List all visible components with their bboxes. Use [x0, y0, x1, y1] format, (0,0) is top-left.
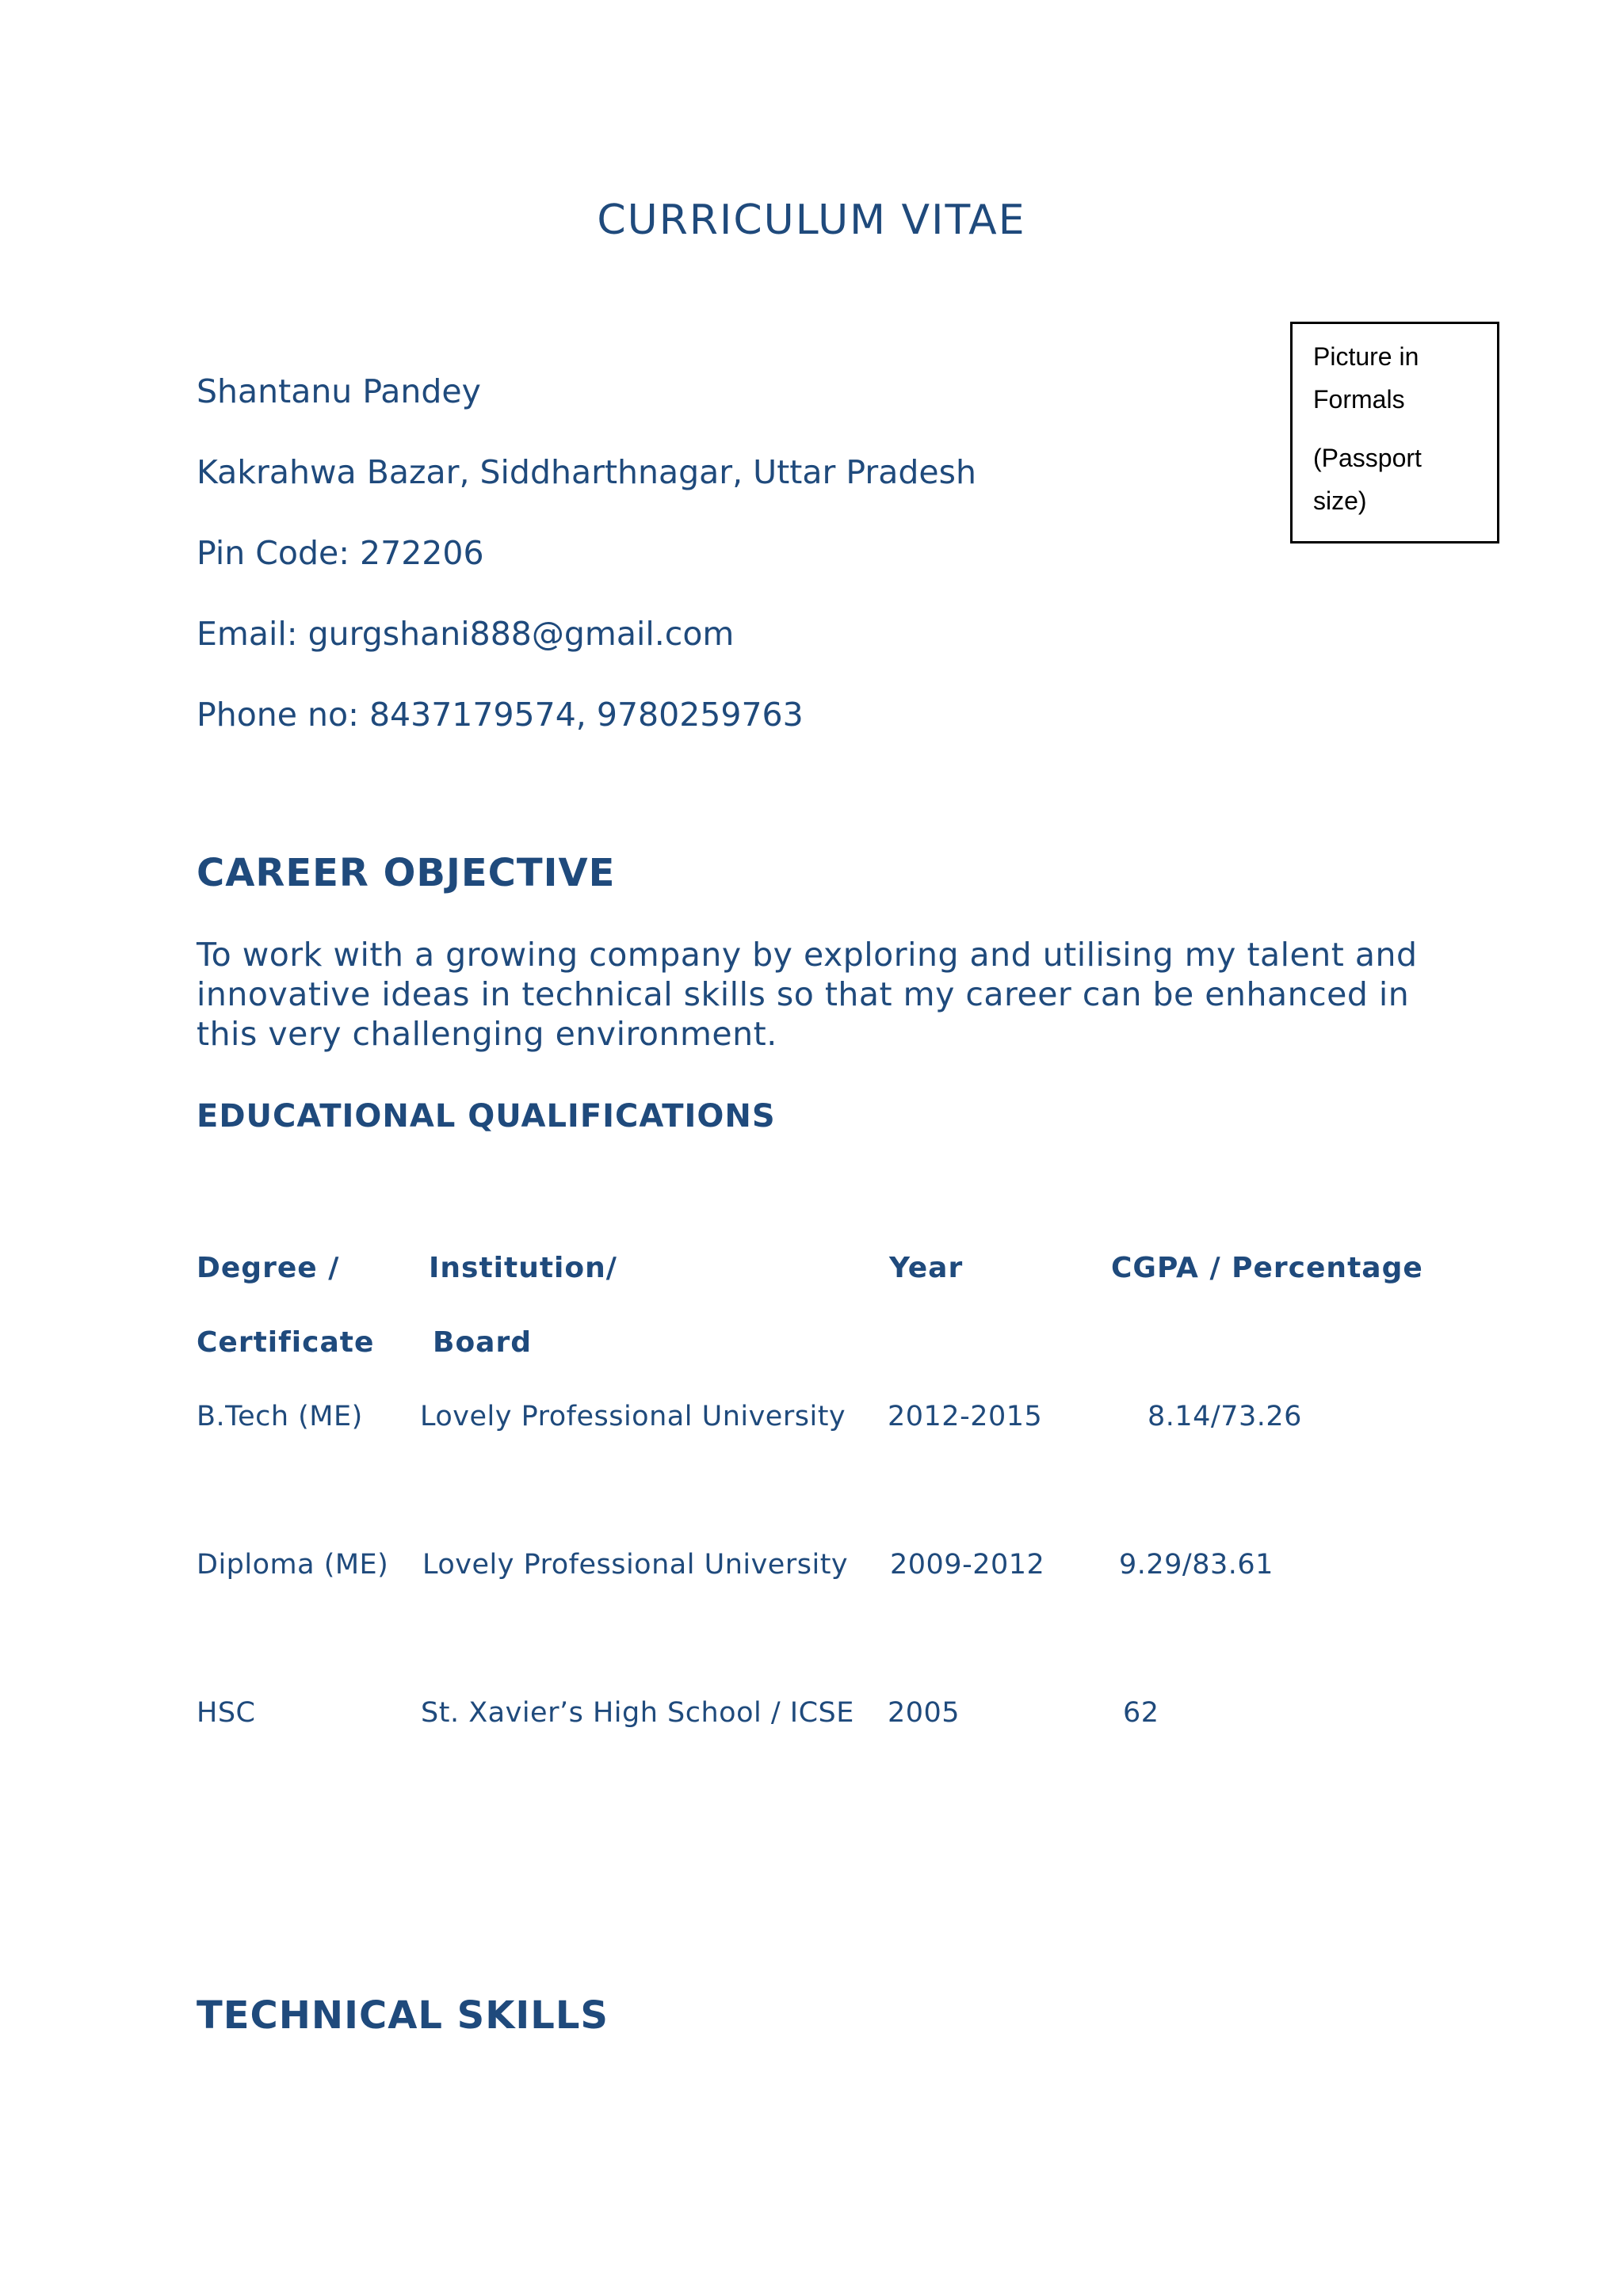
contact-pin: Pin Code: 272206: [197, 534, 484, 572]
photo-placeholder-line: (Passport: [1313, 444, 1422, 472]
table-cell-institution: St. Xavier’s High School / ICSE: [421, 1697, 854, 1729]
table-cell-year: 2012-2015: [888, 1401, 1043, 1432]
table-cell-score: 62: [1123, 1697, 1159, 1729]
photo-placeholder-line: Picture in: [1313, 342, 1419, 371]
table-cell-degree: HSC: [197, 1697, 256, 1729]
table-cell-score: 9.29/83.61: [1119, 1549, 1274, 1581]
table-header-institution: Institution/: [429, 1252, 617, 1284]
table-header-score: CGPA / Percentage: [1111, 1252, 1423, 1284]
career-objective-heading: CAREER OBJECTIVE: [197, 851, 616, 895]
table-cell-institution: Lovely Professional University: [420, 1401, 846, 1432]
table-cell-institution: Lovely Professional University: [422, 1549, 849, 1581]
contact-email: Email: gurgshani888@gmail.com: [197, 615, 735, 653]
contact-address: Kakrahwa Bazar, Siddharthnagar, Uttar Pradesh: [197, 453, 976, 491]
page-title: CURRICULUM VITAE: [597, 196, 1026, 244]
table-cell-degree: Diploma (ME): [197, 1549, 389, 1581]
contact-phone: Phone no: 8437179574, 9780259763: [197, 696, 804, 734]
photo-placeholder-line: size): [1313, 486, 1367, 515]
table-header-degree-line2: Certificate: [197, 1326, 375, 1359]
table-cell-degree: B.Tech (ME): [197, 1401, 363, 1432]
table-header-institution-line2: Board: [433, 1326, 532, 1359]
table-cell-year: 2009-2012: [890, 1549, 1045, 1581]
photo-placeholder: [1290, 322, 1499, 543]
table-header-year: Year: [889, 1252, 964, 1284]
table-cell-score: 8.14/73.26: [1148, 1401, 1302, 1432]
photo-placeholder-line: Formals: [1313, 385, 1405, 414]
education-heading: EDUCATIONAL QUALIFICATIONS: [197, 1098, 776, 1135]
contact-name: Shantanu Pandey: [197, 372, 481, 410]
table-header-degree: Degree /: [197, 1252, 340, 1284]
technical-skills-heading: TECHNICAL SKILLS: [197, 1993, 609, 2038]
table-cell-year: 2005: [888, 1697, 960, 1729]
career-objective-text: To work with a growing company by exploring and utilising my talent and innovative ideas in technical skills so that my career can be enhanced in this very challenging environment.: [197, 936, 1418, 1053]
